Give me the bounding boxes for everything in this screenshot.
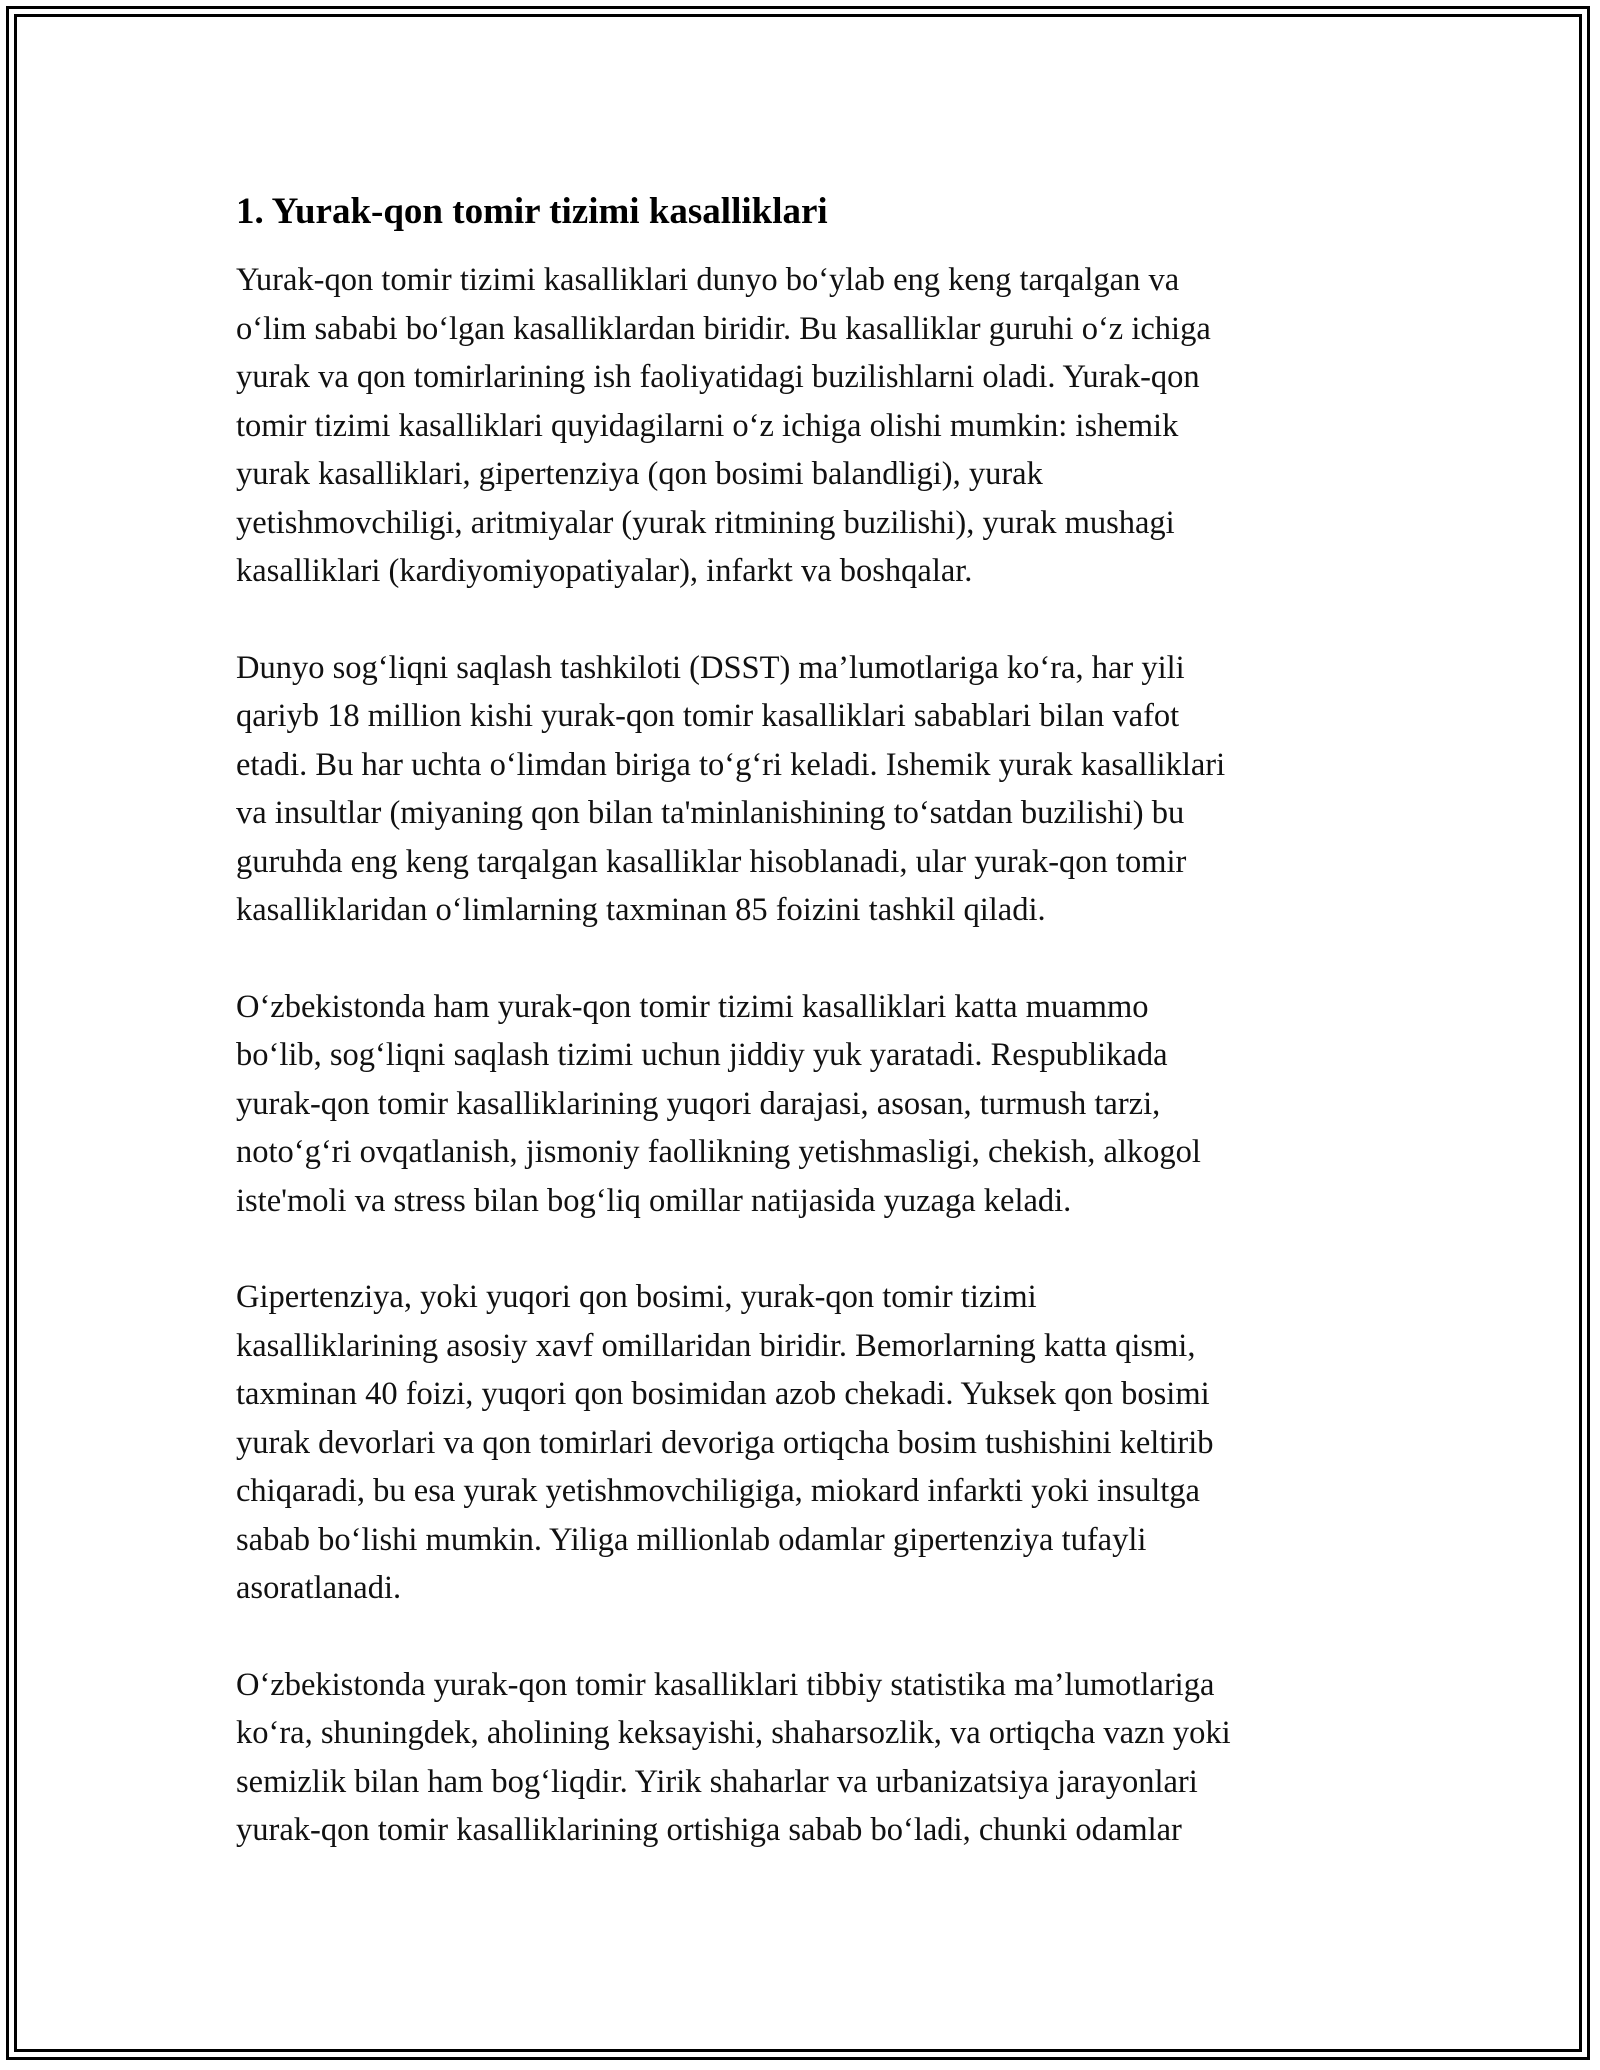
text-line: qariyb 18 million kishi yurak-qon tomir kasalliklari sabablari bilan vafot [236,698,1180,734]
text-line: yurak va qon tomirlarining ish faoliyatidagi buzilishlarni oladi. Yurak-qon [236,359,1200,395]
section-heading: 1. Yurak-qon tomir tizimi kasalliklari [236,191,828,232]
text-line: semizlik bilan ham bog‘liqdir. Yirik shaharlar va urbanizatsiya jarayonlari [236,1763,1198,1800]
paragraph-3 [236,983,1366,1226]
text-line: Yurak-qon tomir tizimi kasalliklari dunyo bo‘ylab eng keng tarqalgan va [236,262,1180,298]
text-line: O‘zbekistonda yurak-qon tomir kasalliklari tibbiy statistika ma’lumotlariga [236,1666,1215,1703]
text-line: yetishmovchiligi, aritmiyalar (yurak ritmining buzilishi), yurak mushagi [236,504,1175,541]
paragraph-2 [236,644,1366,935]
text-line: sabab bo‘lishi mumkin. Yiliga millionlab odamlar gipertenziya tufayli [236,1521,1147,1558]
text-line: iste'moli va stress bilan bog‘liq omillar natijasida yuzaga keladi. [236,1182,1072,1219]
text-line: yurak-qon tomir kasalliklarining ortishiga sabab bo‘ladi, chunki odamlar [236,1812,1182,1848]
text-line: tomir tizimi kasalliklari quyidagilarni o‘z ichiga olishi mumkin: ishemik [236,407,1179,444]
text-line: va insultlar (miyaning qon bilan ta'minlanishining to‘satdan buzilishi) bu [236,795,1185,831]
paragraph-4 [236,1273,1366,1613]
text-line: Gipertenziya, yoki yuqori qon bosimi, yurak-qon tomir tizimi [236,1279,1037,1315]
text-line: o‘lim sababi bo‘lgan kasalliklardan biridir. Bu kasalliklar guruhi o‘z ichiga [236,310,1211,347]
text-line: guruhda eng keng tarqalgan kasalliklar hisoblanadi, ular yurak-qon tomir [236,843,1187,880]
text-line: noto‘g‘ri ovqatlanish, jismoniy faollikning yetishmasligi, chekish, alkogol [236,1134,1201,1170]
text-line: yurak devorlari va qon tomirlari devoriga ortiqcha bosim tushishini keltirib [236,1424,1214,1461]
text-line: ko‘ra, shuningdek, aholining keksayishi, shaharsozlik, va ortiqcha vazn yoki [236,1715,1231,1751]
text-line: kasalliklari (kardiyomiyopatiyalar), infarkt va boshqalar. [236,553,973,589]
document-body [236,188,1366,1903]
text-line: chiqaradi, bu esa yurak yetishmovchiligiga, miokard infarkti yoki insultga [236,1473,1200,1509]
text-line: Dunyo sog‘liqni saqlash tashkiloti (DSST) ma’lumotlariga ko‘ra, har yili [236,649,1185,686]
text-line: yurak-qon tomir kasalliklarining yuqori darajasi, asosan, turmush tarzi, [236,1085,1161,1122]
text-line: O‘zbekistonda ham yurak-qon tomir tizimi kasalliklari katta muammo [236,988,1149,1025]
text-line: asoratlanadi. [236,1570,402,1606]
text-line: taxminan 40 foizi, yuqori qon bosimidan azob chekadi. Yuksek qon bosimi [236,1376,1210,1412]
text-line: kasalliklarining asosiy xavf omillaridan biridir. Bemorlarning katta qismi, [236,1327,1196,1364]
text-line: yurak kasalliklari, gipertenziya (qon bosimi balandligi), yurak [236,456,1043,492]
text-line: etadi. Bu har uchta o‘limdan biriga to‘g‘ri keladi. Ishemik yurak kasalliklari [236,746,1226,783]
paragraph-5 [236,1661,1366,1855]
paragraph-1 [236,256,1366,596]
text-line: bo‘lib, sog‘liqni saqlash tizimi uchun jiddiy yuk yaratadi. Respublikada [236,1037,1168,1073]
text-line: kasalliklaridan o‘limlarning taxminan 85 foizini tashkil qiladi. [236,892,1046,928]
